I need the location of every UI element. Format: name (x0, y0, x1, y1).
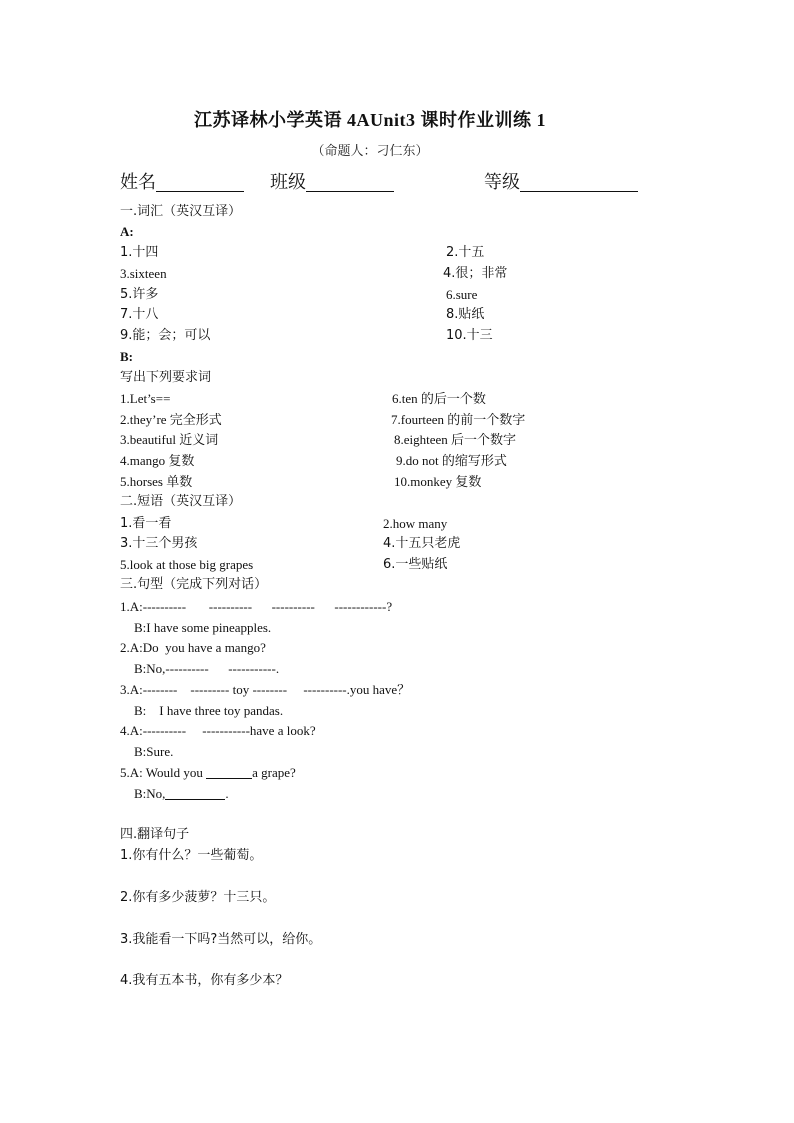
dialogue-1-b: B:I have some pineapples. (134, 620, 272, 635)
vocab-a-item-10: 10.十三 (446, 328, 493, 343)
dialogue-2-b: B:No,---------- -----------. (134, 661, 280, 676)
vocab-a-item-8: 8.贴纸 (446, 307, 485, 322)
section3-heading: 三.句型（完成下列对话） (120, 577, 268, 592)
name-blank[interactable] (156, 173, 244, 192)
class-blank[interactable] (306, 173, 394, 192)
section1-a-label: A: (120, 224, 134, 239)
class-field[interactable] (270, 168, 394, 194)
vocab-a-item-6: 6.sure (446, 287, 478, 302)
dialogue-2-a: 2.A:Do you have a mango? (120, 640, 266, 655)
dialogue-3-a: 3.A:-------- --------- toy -------- ----------.you have？ (120, 682, 411, 697)
section2-heading: 二.短语（英汉互译） (120, 494, 242, 509)
vocab-b-item-3: 3.beautiful 近义词 (120, 432, 219, 447)
vocab-b-item-2: 2.they’re 完全形式 (120, 412, 222, 427)
grade-field[interactable] (484, 168, 638, 194)
translate-item-4: 4.我有五本书，你有多少本？ (120, 973, 289, 988)
phrase-item-2: 2.how many (383, 516, 448, 531)
dialogue-5-a-blank[interactable] (206, 765, 252, 779)
translate-item-1: 1.你有什么？一些葡萄。 (120, 848, 263, 863)
grade-label: 等级 (484, 172, 520, 193)
dialogue-1-a: 1.A:---------- ---------- ---------- ------------? (120, 599, 393, 614)
vocab-a-item-2: 2.十五 (446, 245, 485, 260)
vocab-b-item-5: 5.horses 单数 (120, 474, 193, 489)
section4-heading: 四.翻译句子 (120, 827, 190, 842)
translate-item-3: 3.我能看一下吗?当然可以，给你。 (120, 932, 322, 947)
dialogue-5-b-start: B:No, (134, 786, 166, 801)
vocab-b-item-4: 4.mango 复数 (120, 453, 195, 468)
vocab-b-item-6: 6.ten 的后一个数 (392, 391, 486, 406)
grade-blank[interactable] (520, 173, 638, 192)
dialogue-5-a-start: 5.A: Would you (120, 765, 207, 780)
dialogue-5-b (134, 786, 229, 802)
class-label: 班级 (270, 172, 306, 193)
vocab-a-item-9: 9.能；会；可以 (120, 328, 211, 343)
author-line: （命题人：刁仁东） (311, 144, 429, 159)
dialogue-5-b-end: . (225, 786, 229, 801)
phrase-item-4: 4.十五只老虎 (383, 536, 461, 551)
vocab-b-item-8: 8.eighteen 后一个数字 (394, 432, 517, 447)
section1-b-instruction: 写出下列要求词 (120, 370, 212, 385)
dialogue-4-b: B:Sure. (134, 744, 174, 759)
section1-b-label: B: (120, 349, 133, 364)
name-field[interactable] (120, 168, 244, 194)
phrase-item-6: 6.一些贴纸 (383, 557, 448, 572)
vocab-a-item-1: 1.十四 (120, 245, 159, 260)
dialogue-5-a (120, 765, 296, 781)
phrase-item-5: 5.look at those big grapes (120, 557, 254, 572)
dialogue-3-b: B: I have three toy pandas. (134, 703, 284, 718)
phrase-item-3: 3.十三个男孩 (120, 536, 198, 551)
dialogue-5-b-blank[interactable] (165, 786, 225, 800)
vocab-b-item-7: 7.fourteen 的前一个数字 (391, 412, 526, 427)
page-title: 江苏译林小学英语 4AUnit3 课时作业训练 1 (193, 110, 546, 130)
translate-item-2: 2.你有多少菠萝？十三只。 (120, 890, 276, 905)
vocab-b-item-10: 10.monkey 复数 (394, 474, 482, 489)
dialogue-5-a-end: a grape? (252, 765, 296, 780)
vocab-a-item-5: 5.许多 (120, 287, 159, 302)
vocab-a-item-7: 7.十八 (120, 307, 159, 322)
section1-heading: 一.词汇（英汉互译） (120, 204, 242, 219)
name-label: 姓名 (120, 172, 156, 193)
vocab-b-item-9: 9.do not 的缩写形式 (396, 453, 507, 468)
vocab-a-item-3: 3.sixteen (120, 266, 167, 281)
vocab-b-item-1: 1.Let’s== (120, 391, 171, 406)
phrase-item-1: 1.看一看 (120, 516, 172, 531)
dialogue-4-a: 4.A:---------- -----------have a look? (120, 723, 316, 738)
vocab-a-item-4: 4.很；非常 (443, 266, 508, 281)
